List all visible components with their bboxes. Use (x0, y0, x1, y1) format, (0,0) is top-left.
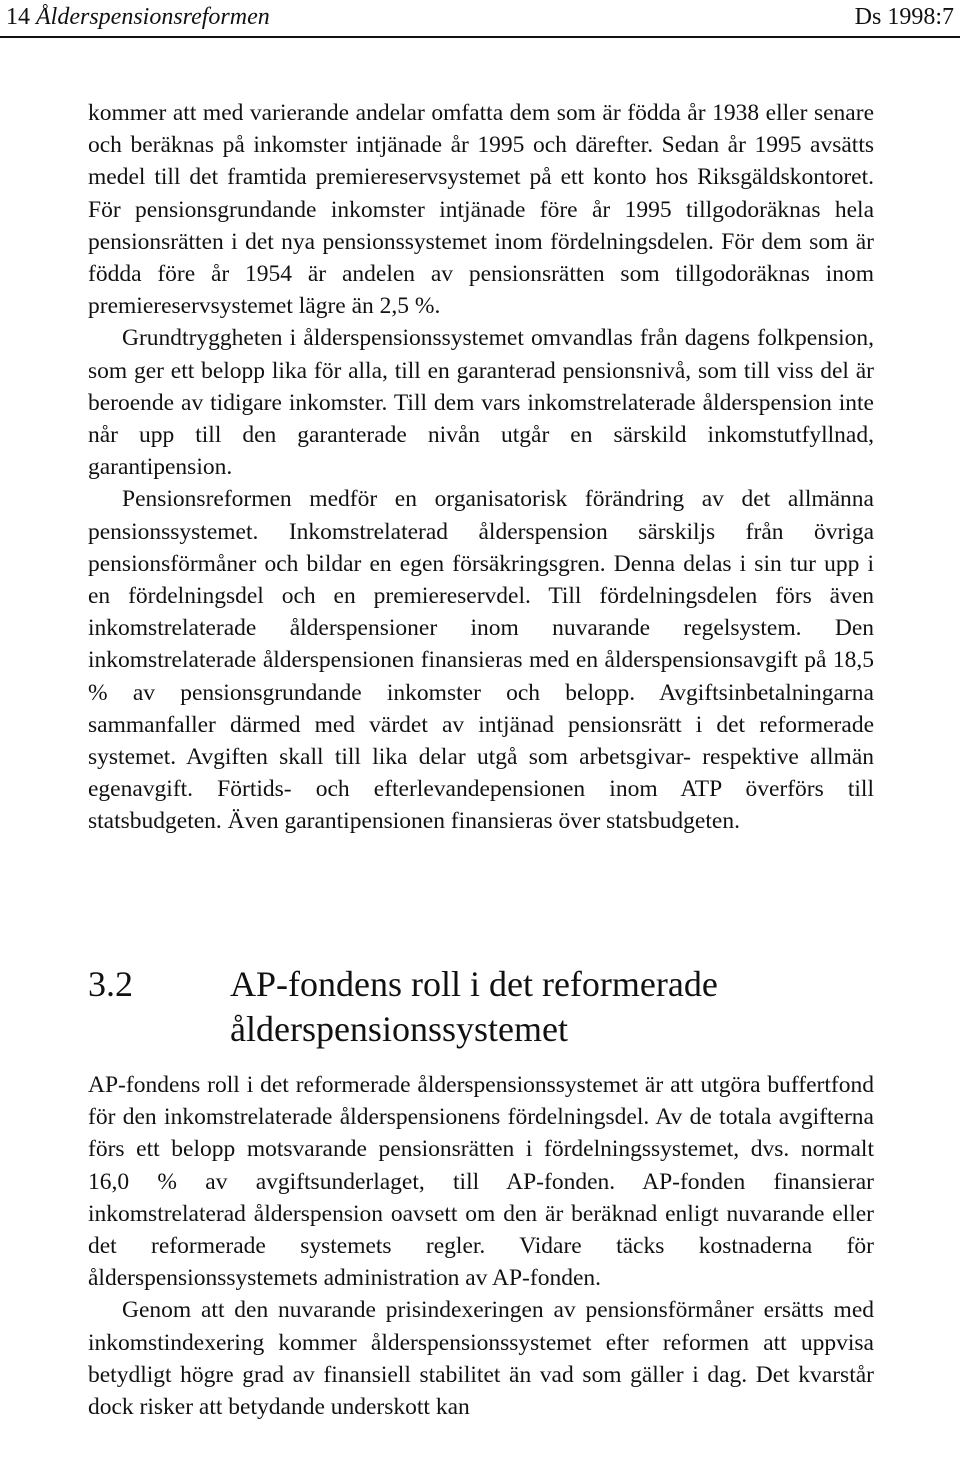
running-head (0, 0, 960, 36)
header-rule (0, 36, 960, 38)
section-title: AP-fondens roll i det reformerade ålderspensionssystemet (230, 964, 718, 1049)
running-head-left (6, 2, 270, 32)
paragraph: Pensionsreformen medför en organisatorisk förändring av det allmänna pensionssystemet. Inkomstrelaterad ålderspension särskiljs från övriga pensionsförmåner och bildar en egen försäkringsgren. Denna delas i sin tur upp i en fördelningsdel och en premiereservdel. Till fördelningsdelen förs även inkomstrelaterade ålderspensioner inom nuvarande regelsystem. Den inkomstrelaterade ålderspensionen finansieras med en ålderspensionsavgift på 18,5 % av pensionsgrundande inkomster och belopp. Avgiftsinbetalningarna sammanfaller därmed med värdet av intjänad pensionsrätt i det reformerade systemet. Avgiften skall till lika delar utgå som arbetsgivar- respektive allmän egenavgift. Förtids- och efterlevandepensionen inom ATP överförs till statsbudgeten. Även garantipensionen finansieras över statsbudgeten. (88, 486, 874, 835)
page-number: 14 (6, 4, 30, 30)
paragraph: Grundtryggheten i ålderspensionssystemet omvandlas från dagens folkpension, som ger ett belopp lika för alla, till en garanterad pensionsnivå, som till viss del är beroende av tidigare inkomster. Till dem vars inkomstrelaterade ålderspension inte når upp till den garanterade nivån utgår en särskild inkomstutfyllnad, garantipension. (88, 325, 874, 481)
paragraph: Genom att den nuvarande prisindexeringen av pensionsförmåner ersätts med inkomstindexering kommer ålderspensionssystemet efter reformen att uppvisa betydligt högre grad av finansiell stabilitet än vad som gäller i dag. Det kvarstår dock risker att betydande underskott kan (88, 1297, 874, 1421)
section-number: 3.2 (88, 964, 133, 1004)
body-text-section-1 (88, 97, 874, 838)
paragraph: kommer att med varierande andelar omfatta dem som är födda år 1938 eller senare och beräknas på inkomster intjänade år 1995 och därefter. Sedan år 1995 avsätts medel till det framtida premiereservsystemet på ett konto hos Riksgäldskontoret. För pensionsgrundande inkomster intjänade före år 1995 tillgodoräknas hela pensionsrätten i det nya pensionssystemet inom fördelningsdelen. För dem som är födda före år 1954 är andelen av pensionsrätten som tillgodoräknas inom premiereservsystemet lägre än 2,5 %. (88, 100, 874, 320)
running-head-title: Ålderspensionsreformen (36, 4, 270, 30)
body-text-section-2 (88, 1069, 874, 1423)
document-id: Ds 1998:7 (854, 4, 954, 30)
paragraph: AP-fondens roll i det reformerade ålderspensionssystemet är att utgöra buffertfond för den inkomstrelaterade ålderspensionens fördelningsdel. Av de totala avgifterna förs ett belopp motsvarande pensionsrätten i fördelningssystemet, dvs. normalt 16,0 % av avgiftsunderlaget, till AP-fonden. AP-fonden finansierar inkomstrelaterad ålderspension oavsett om den är beräknad enligt nuvarande eller det reformerade systemets regler. Vidare täcks kostnaderna för ålderspensionssystemets administration av AP-fonden. (88, 1072, 874, 1292)
